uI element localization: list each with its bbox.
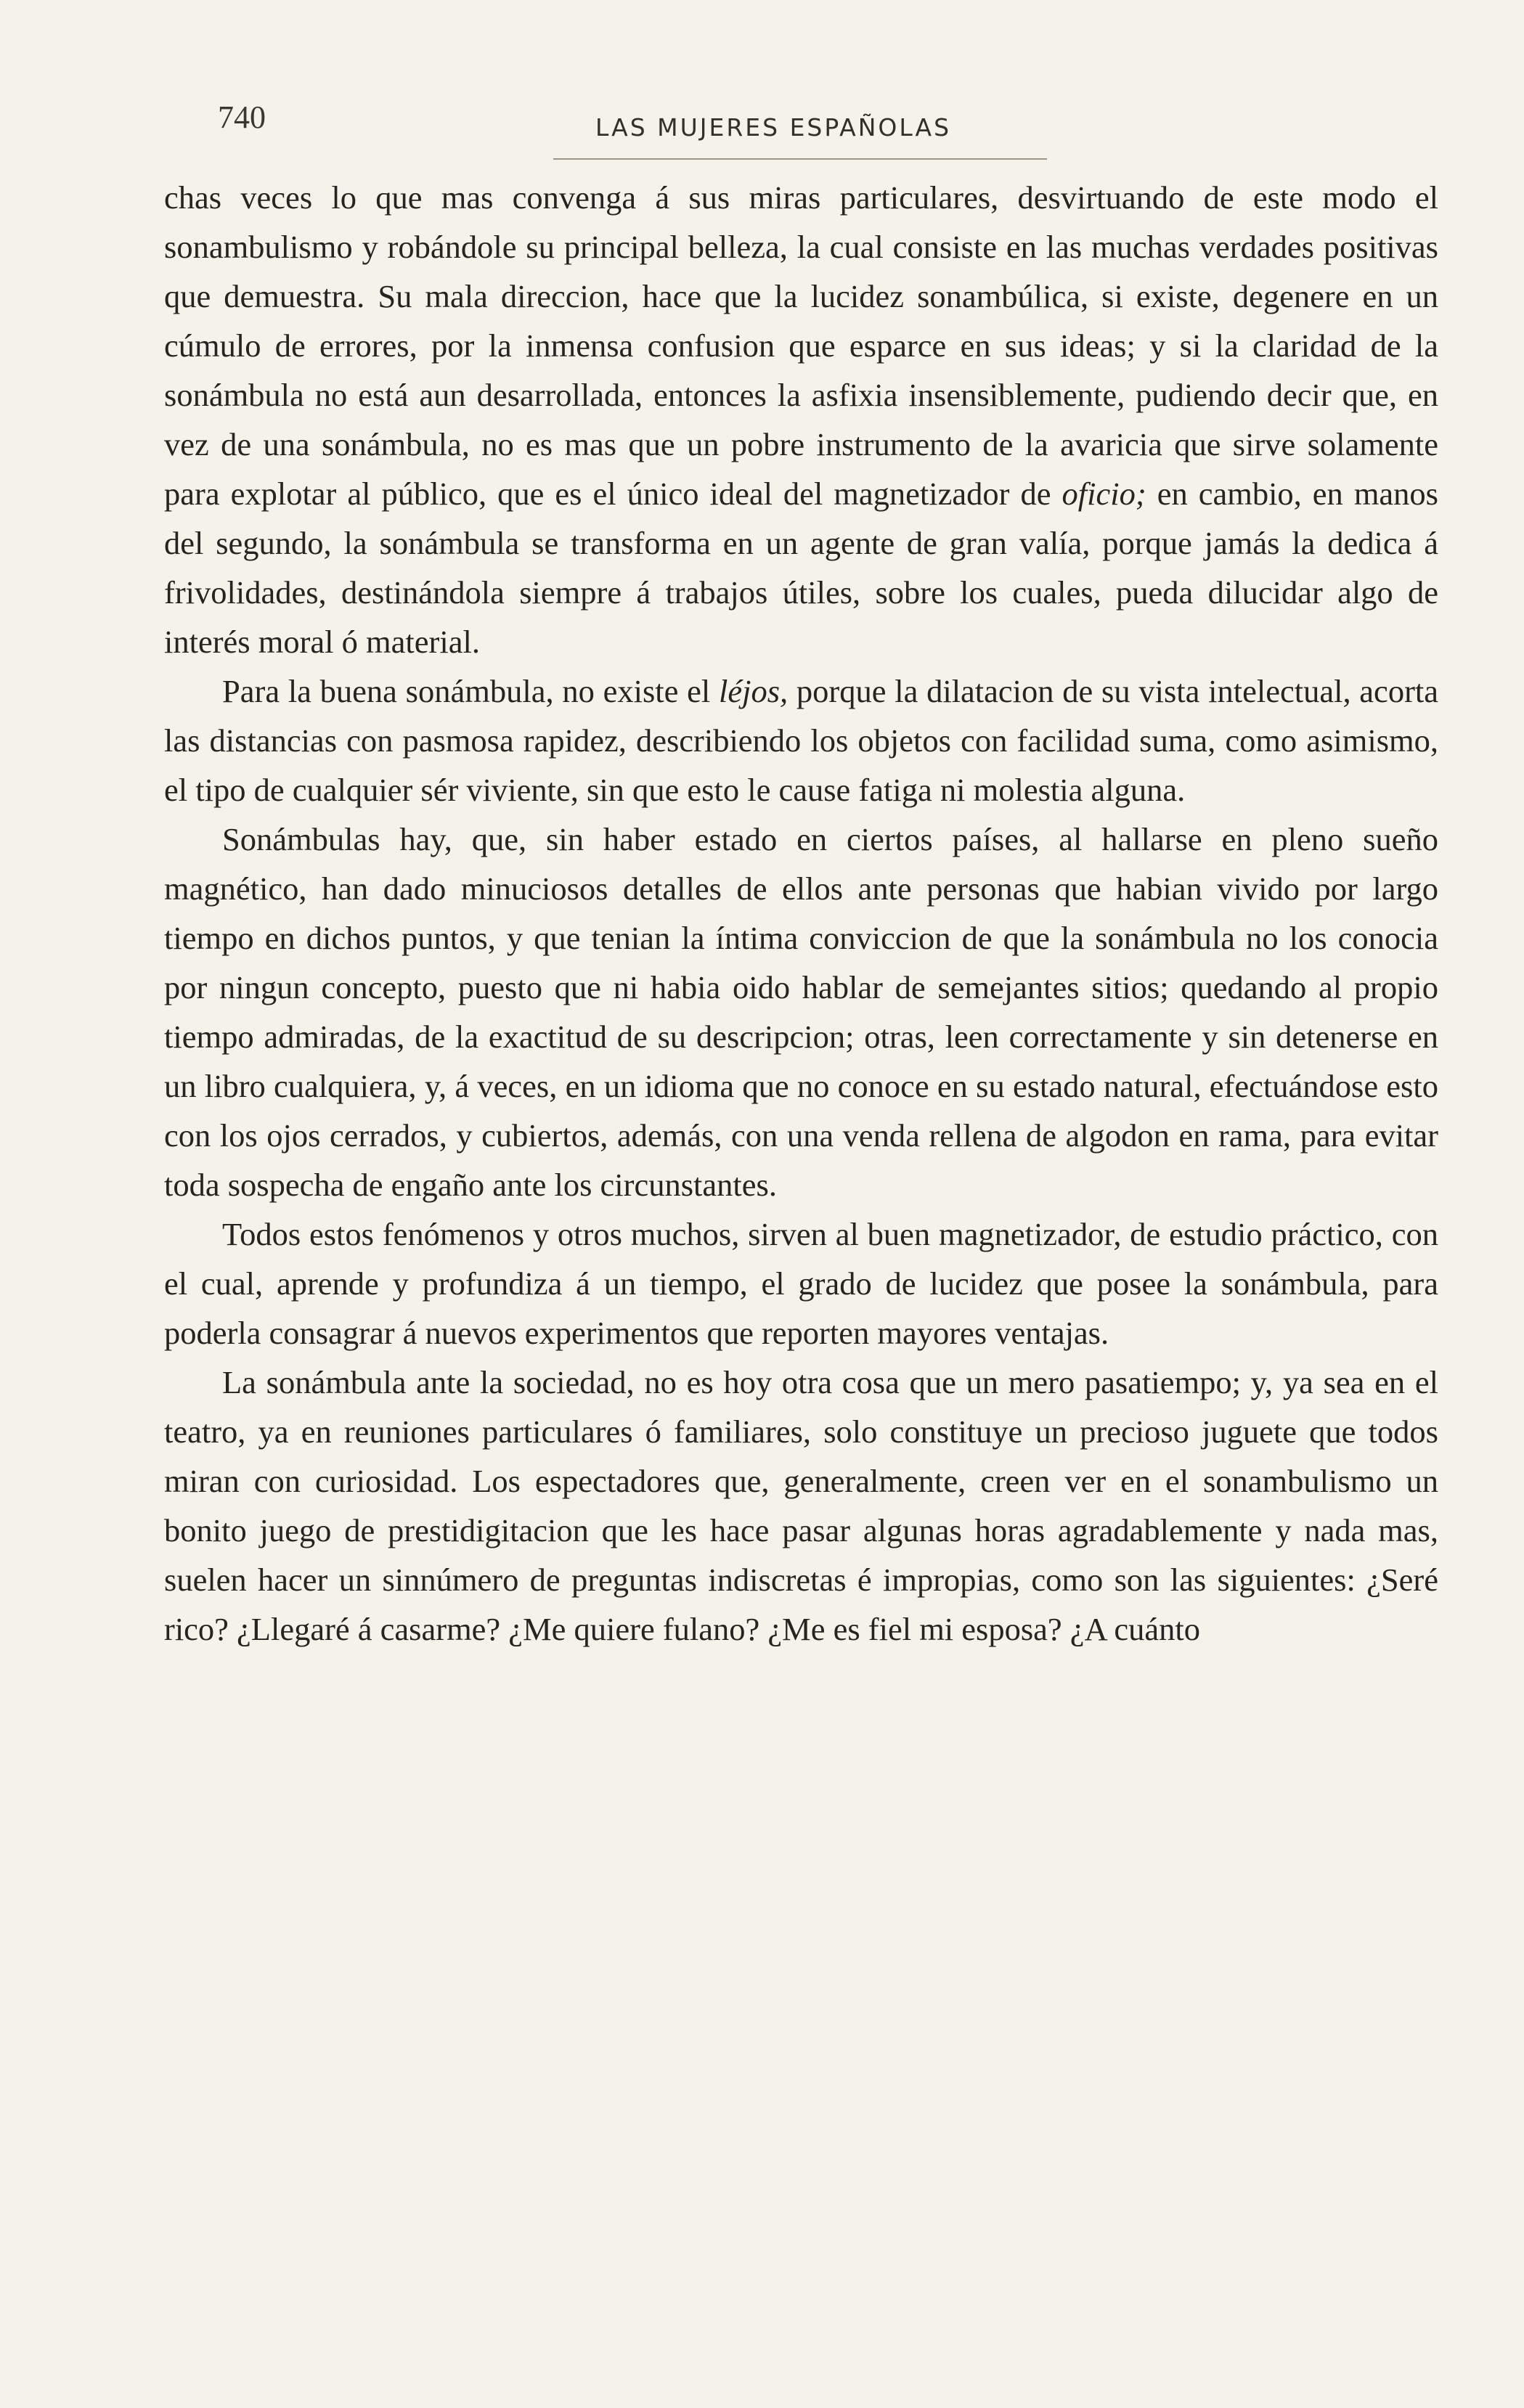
paragraph-1 [164,173,1438,666]
paragraph-1-text-a: chas veces lo que mas convenga á sus miras particulares, desvirtuando de este modo el sonambulismo y robándole su principal belleza, la cual consiste en las muchas verdades positivas que demuestra. Su mala direccion, hace que la lucidez sonambúlica, si existe, degenere en un cúmulo de errores, por la inmensa confusion que esparce en sus ideas; y si la claridad de la sonámbula no está aun desarrollada, entonces la asfixia insensiblemente, pudiendo decir que, en vez de una sonámbula, no es mas que un pobre instrumento de la avaricia que sirve solamente para explotar al público, que es el único ideal del magnetizador de [164,179,1438,512]
paragraph-1-italic: oficio; [1061,476,1146,512]
running-title: LAS MUJERES ESPAÑOLAS [595,113,952,142]
page-number: 740 [218,99,266,135]
header-rule [553,158,1047,160]
paragraph-2-text-b: porque la dilatacion de su vista intelectual, acorta las distancias con pasmosa rapidez, describiendo los objetos con facilidad suma, como asimismo, el tipo de cualquier sér viviente, sin que esto le cause fatiga ni molestia alguna. [164,673,1438,808]
paragraph-2 [164,666,1438,815]
text-body [164,173,1438,1654]
paragraph-2-text-a: Para la buena sonámbula, no existe el [222,673,711,709]
paragraph-2-italic: léjos, [718,673,789,709]
paragraph-1-text-b: en cambio, en manos del segundo, la sonámbula se transforma en un agente de gran valía, porque jamás la dedica á frivolidades, destinándola siempre á trabajos útiles, sobre los cuales, pueda dilucidar algo de interés moral ó material. [164,476,1439,660]
paragraph-5: La sonámbula ante la sociedad, no es hoy otra cosa que un mero pasatiempo; y, ya sea en el teatro, ya en reuniones particulares ó familiares, solo constituye un precioso juguete que todos miran con curiosidad. Los espectadores que, generalmente, creen ver en el sonambulismo un bonito juego de prestidigitacion que les hace pasar algunas horas agradablemente y nada mas, suelen hacer un sinnúmero de preguntas indiscretas é impropias, como son las siguientes: ¿Seré rico? ¿Llegaré á casarme? ¿Me quiere fulano? ¿Me es fiel mi esposa? ¿A cuánto [164,1364,1438,1647]
paragraph-4: Todos estos fenómenos y otros muchos, sirven al buen magnetizador, de estudio práctico, con el cual, aprende y profundiza á un tiempo, el grado de lucidez que posee la sonámbula, para poderla consagrar á nuevos experimentos que reporten mayores ventajas. [164,1216,1438,1351]
paragraph-3: Sonámbulas hay, que, sin haber estado en ciertos países, al hallarse en pleno sueño magnético, han dado minuciosos detalles de ellos ante personas que habian vivido por largo tiempo en dichos puntos, y que tenian la íntima conviccion de que la sonámbula no los conocia por ningun concepto, puesto que ni habia oido hablar de semejantes sitios; quedando al propio tiempo admiradas, de la exactitud de su descripcion; otras, leen correctamente y sin detenerse en un libro cualquiera, y, á veces, en un idioma que no conoce en su estado natural, efectuándose esto con los ojos cerrados, y cubiertos, además, con una venda rellena de algodon en rama, para evitar toda sospecha de engaño ante los circunstantes. [164,821,1438,1203]
